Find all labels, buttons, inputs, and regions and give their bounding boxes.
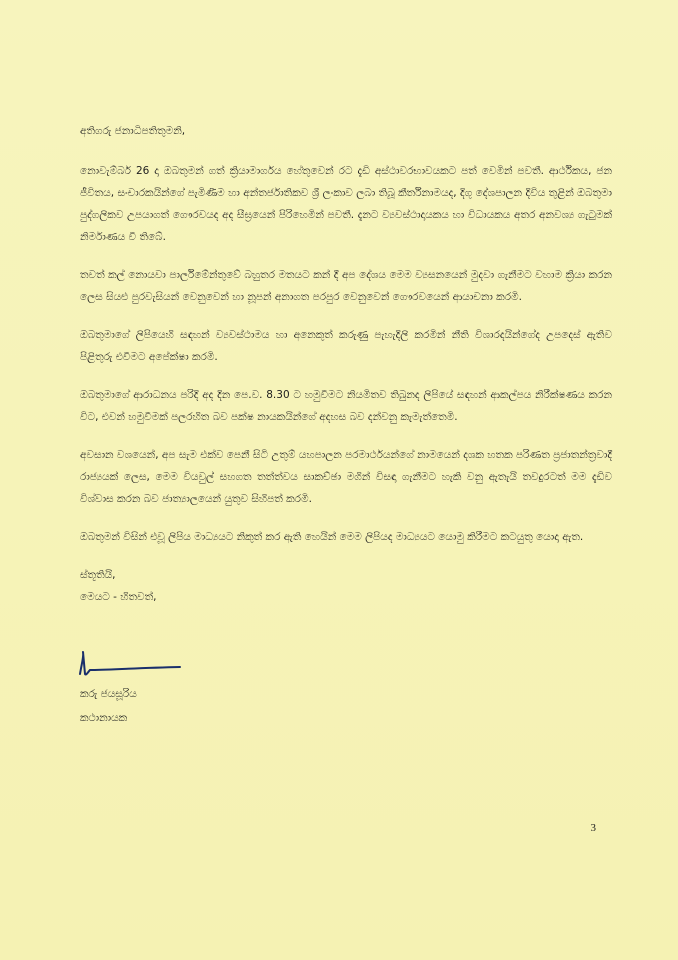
handwritten-signature: [76, 648, 186, 682]
paragraph-5: අවසාන වශයෙන්, අප සැම එක්ව පෙනී සිටි උතුම් යහපාලන පරමාර්ථයන්ගේ නාමයෙන් දශක හතක පරිණත ප්‍රජාතන්ත්‍රවාදී රාජ්‍යයක් ලෙස, මෙම වියවුල් සහගත තත්ත්වය සාකච්ඡා මගින් විසඳා ගැනීමට හැකි වනු ඇතැයි තවදුරටත් මම දැඩිව විශ්වාස කරන බව ජාත්‍යාලයෙන් යුතුව සිහිපත් කරමි.: [80, 449, 612, 505]
paragraph-6: ඔබතුමන් විසින් එවූ ලිපිය මාධ්‍යයට නිකුත් කර ඇති හෙයින් මෙම ලිපියද මාධ්‍යයට යොමු කිරීමට කටයුතු යොදා ඇත.: [80, 531, 584, 543]
signatory-name: කරු ජයසූරිය: [80, 688, 137, 700]
paragraph-4: ඔබතුමාගේ ආරාධනය පරිදි අද දින පෙ.ව. 8.30 ට හමුවීමට නියමිතව තිබුනද ලිපියේ සඳහන් ආකල්පය නිරීක්ෂණය කරන විට, එවන් හමුවීමක් පලරහිත බව පක්ෂ නායකයින්ගේ අදහස බව දන්වනු කැමැත්තෙමි.: [80, 389, 612, 423]
closing-sign: මෙයට - හිතවත්,: [80, 591, 157, 603]
closing-thanks: ස්තූතියි,: [80, 569, 116, 581]
signatory-title: කථානායක: [80, 712, 128, 724]
letter-body: [80, 120, 612, 608]
paragraph-1: නොවැම්බර් 26 දා ඔබතුමන් ගත් ක්‍රියාමාර්ගය හේතුවෙන් රට දැඩි අස්ථාවරභාවයකට පත් වෙමින් පවතී. ආර්ථිකය, ජන ජීවිතය, සංචාරකයින්ගේ පැමිණීම හා අන්තර්ජාතිකව ශ්‍රී ලංකාව ලබා තිබූ කීර්තිනාමයද, දිගු දේශපාලන දිවිය තුළින් ඔබතුමා පුද්ගලිකව උපයාගත් ගෞරවයද අද සීඝ්‍රයෙන් පිරිහෙමින් පවතී. දැනට ව්‍යවස්ථාදායකය හා විධායකය අතර අනවශ්‍ය ගැටුමක් නිර්මාණය වී තිබේ.: [80, 165, 612, 243]
paragraph-3: ඔබතුමාගේ ලිපියෙහි සඳහන් ව්‍යවස්ථාමය හා අනෙකුත් කරුණු පැහැදිලි කරමින් නීති විශාරදයින්ගේද උපදෙස් ඇතිව පිළිතුරු එවීමට අපේක්ෂා කරමි.: [80, 329, 612, 363]
closing: [80, 564, 612, 608]
page-number: 3: [590, 822, 596, 834]
signatory-block: [80, 682, 137, 730]
paragraph-2: තවත් කල් නොයවා පාර්ලිමේන්තුවේ බහුතර මතයට කන් දී අප දේශය මෙම ව්‍යසනයෙන් මුදවා ගැනීමට වහාම ක්‍රියා කරන ලෙස සියළු පුරවැසියන් වෙනුවෙන් හා නූපන් අනාගත පරපුර වෙනුවෙන් ගෞරවයෙන් ආයාචනා කරමි.: [80, 269, 612, 303]
salutation: අතිගරු ජනාධිපතිතුමනි,: [80, 125, 186, 137]
